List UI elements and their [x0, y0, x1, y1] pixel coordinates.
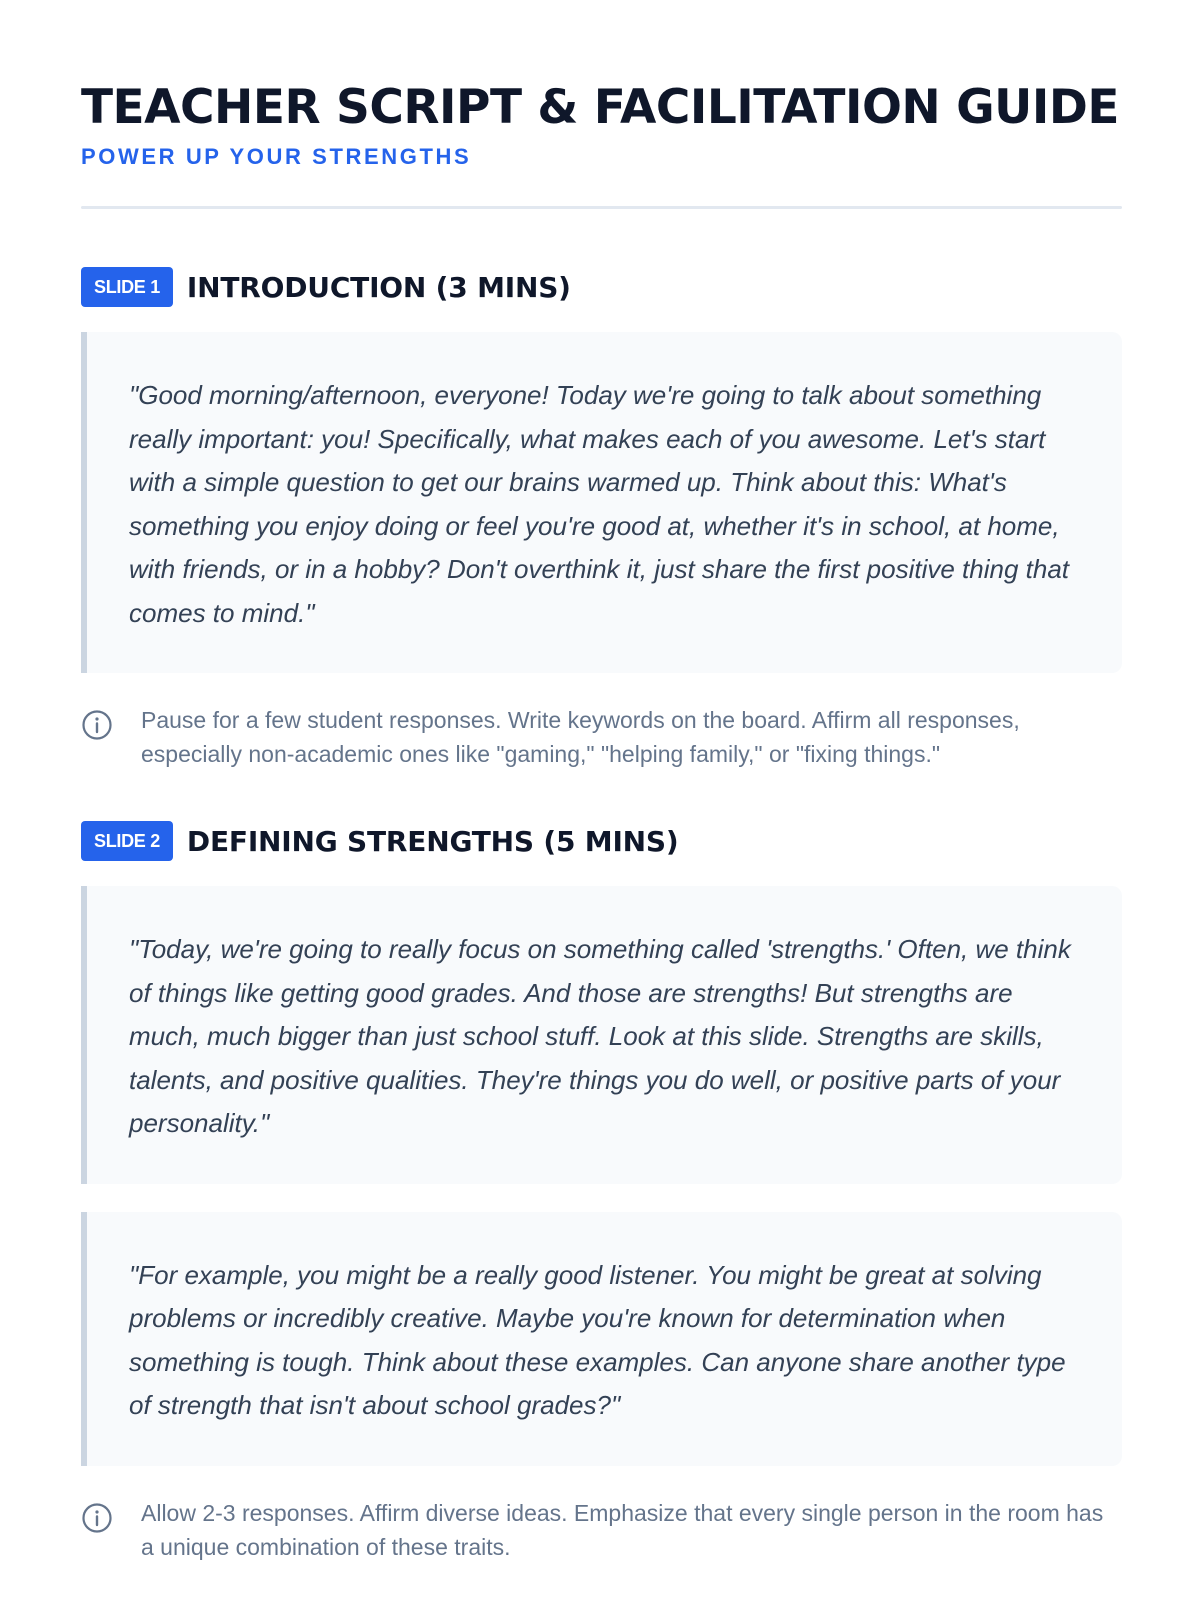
script-quote: "Good morning/afternoon, everyone! Today we're going to talk about something really important: you! Specifically, what makes each of you awesome. Let's start with a simple question to get our brains warmed up. Think about this: What's something you enjoy doing or feel you're good at, whether it's in school, at home, with friends, or in a hobby? Don't overthink it, just share the first positive thing that comes to mind." — [81, 332, 1122, 673]
note-text: Pause for a few student responses. Write keywords on the board. Affirm all responses, especially non-academic ones like "gaming," "helping family," or "fixing things." — [141, 707, 1020, 767]
section-header-slide-1 — [81, 267, 1122, 307]
script-quote: "Today, we're going to really focus on something called 'strengths.' Often, we think of things like getting good grades. And those are strengths! But strengths are much, much bigger than just school stuff. Look at this slide. Strengths are skills, talents, and positive qualities. They're things you do well, or positive parts of your personality." — [81, 886, 1122, 1184]
slide-badge: SLIDE 1 — [81, 267, 173, 307]
section-title: INTRODUCTION (3 MINS) — [186, 270, 571, 304]
guide-page — [81, 78, 1122, 1564]
page-title: TEACHER SCRIPT & FACILITATION GUIDE — [81, 80, 1119, 135]
slide-badge: SLIDE 2 — [81, 821, 173, 861]
note-text: Allow 2-3 responses. Affirm diverse ideas. Emphasize that every single person in the room has a unique combination of these traits. — [141, 1499, 1104, 1560]
info-circle-icon — [81, 709, 113, 741]
facilitation-note — [81, 703, 1122, 771]
script-quote: "For example, you might be a really good listener. You might be great at solving problems or incredibly creative. Maybe you're known for determination when something is tough. Think about these examples. Can anyone share another type of strength that isn't about school grades?" — [81, 1212, 1122, 1466]
section-header-slide-2 — [81, 821, 1122, 861]
info-circle-icon — [81, 1502, 113, 1534]
section-title: DEFINING STRENGTHS (5 MINS) — [186, 824, 679, 858]
facilitation-note — [81, 1496, 1122, 1564]
header-divider — [81, 206, 1122, 209]
page-subtitle: POWER UP YOUR STRENGTHS — [81, 144, 472, 169]
